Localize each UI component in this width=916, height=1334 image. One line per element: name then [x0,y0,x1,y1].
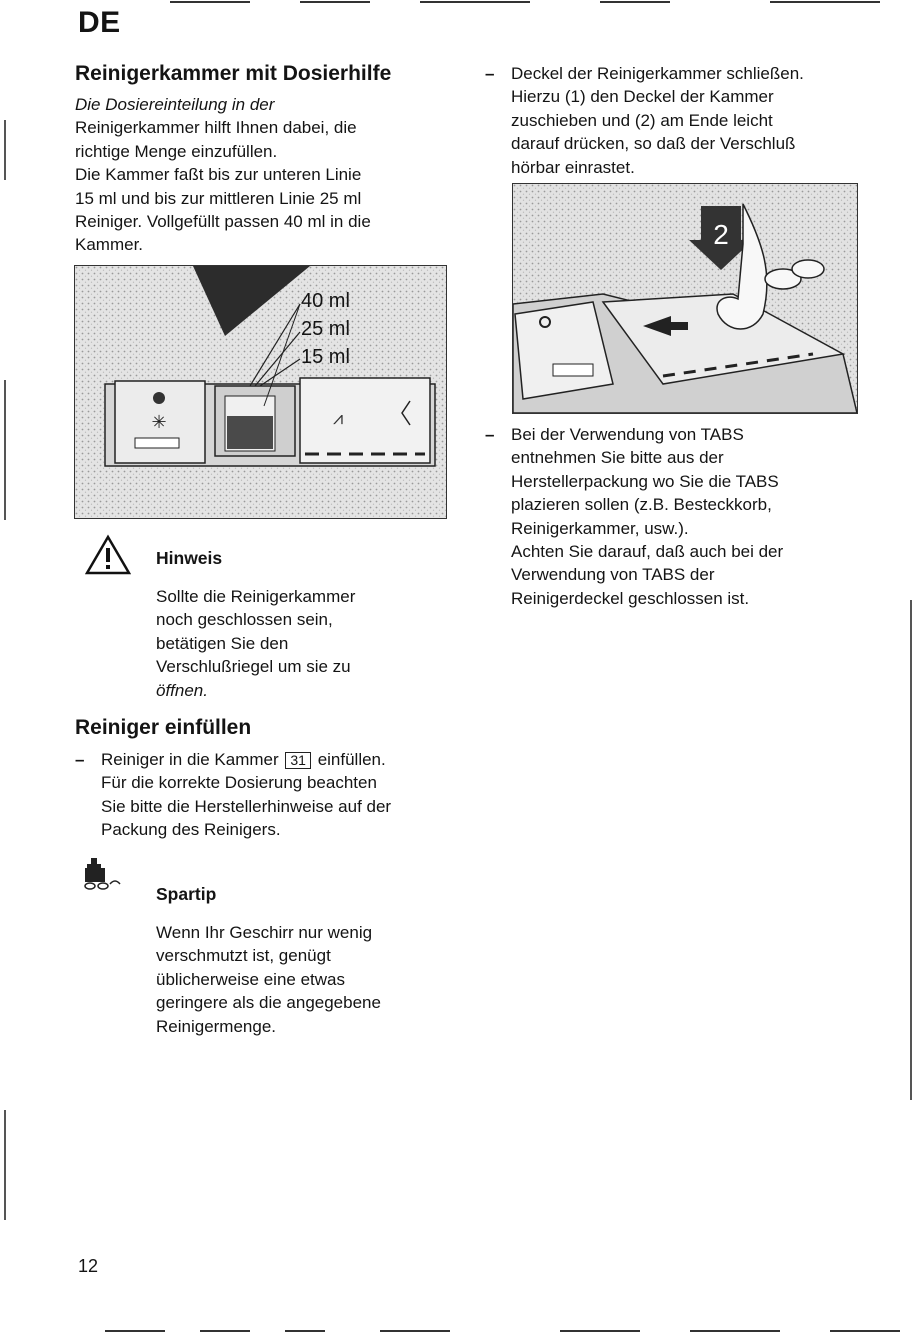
intro-line: Die Kammer faßt bis zur unteren Linie [75,165,362,185]
section-heading-dosierhilfe: Reinigerkammer mit Dosierhilfe [75,62,392,85]
dash-bullet: – [485,425,495,444]
tabs-line: Herstellerpackung wo Sie die TABS [511,471,779,491]
dash-bullet: – [485,64,495,83]
tip-title: Spartip [156,884,217,904]
tabs-line: Achten Sie darauf, daß auch bei der [511,542,784,562]
bottom-rule-1 [105,1330,165,1332]
fill-instructions [75,748,450,842]
intro-line: Reinigerkammer hilft Ihnen dabei, die [75,118,357,138]
close-lid-line: hörbar einrastet. [511,157,635,177]
intro-paragraph [75,93,371,257]
fill-line: Packung des Reinigers. [101,820,281,840]
tabs-line: Reinigerkammer, usw.). [511,518,689,538]
label-15ml: 15 ml [301,346,350,368]
warning-icon [85,534,131,581]
top-rule-5 [770,1,880,3]
tip-line: Reinigermenge. [156,1016,277,1036]
closing-lid-illustration [512,183,858,414]
note-title: Hinweis [156,548,223,568]
step-2-label: 2 [713,219,729,250]
close-lid-line: Deckel der Reinigerkammer schließen. [511,64,804,83]
note-line: betätigen Sie den [156,633,289,653]
intro-line: Kammer. [75,235,144,255]
close-lid-line: Hierzu (1) den Deckel der Kammer [511,87,774,107]
eco-tip-icon [78,856,126,899]
intro-italic-line: Die Dosiereinteilung in der [75,95,275,114]
tip-line: üblicherweise eine etwas [156,969,345,989]
close-lid-instruction [485,62,885,179]
tabs-instruction [485,423,885,610]
top-rule-4 [600,1,670,3]
fill-line: Sie bitte die Herstellerhinweise auf der [101,796,392,816]
tabs-line: Verwendung von TABS der [511,565,715,585]
right-edge-mark [910,600,912,1100]
fill-line-end: einfüllen. [317,750,386,769]
fill-line: Für die korrekte Dosierung beachten [101,773,377,793]
note-line: Verschlußriegel um sie zu [156,657,351,677]
intro-line: richtige Menge einzufüllen. [75,141,278,161]
tabs-line: plazieren sollen (z.B. Besteckkorb, [511,495,772,515]
tip-line: verschmutzt ist, genügt [156,946,331,966]
bottom-rule-7 [830,1330,900,1332]
page-number: 12 [78,1256,99,1276]
chamber-reference-box: 31 [285,752,311,769]
note-line: noch geschlossen sein, [156,610,333,630]
note-body [156,585,355,702]
top-rule-1 [170,1,250,3]
label-40ml: 40 ml [301,290,350,312]
tabs-line: Bei der Verwendung von TABS [511,425,744,444]
label-25ml: 25 ml [301,318,350,340]
note-line: Sollte die Reinigerkammer [156,587,356,606]
closing-lid-drawing [513,184,857,413]
dosing-chamber-drawing [75,266,446,518]
dosing-chamber-illustration [74,265,447,519]
tip-line: geringere als die angegebene [156,993,381,1013]
bottom-rule-6 [690,1330,780,1332]
language-tag: DE [78,6,121,39]
section-heading-einfuellen: Reiniger einfüllen [75,716,252,739]
note-line-italic: öffnen. [156,680,208,700]
top-rule-2 [300,1,370,3]
fill-line-start: Reiniger in die Kammer [101,750,279,769]
close-lid-line: darauf drücken, so daß der Verschluß [511,134,796,154]
svg-text:✳: ✳ [151,412,167,433]
dash-bullet: – [75,750,85,769]
bottom-rule-5 [560,1330,640,1332]
svg-text:⩘: ⩘ [333,408,344,429]
left-edge-mark-1 [4,120,6,180]
bottom-rule-3 [285,1330,325,1332]
intro-line: Reiniger. Vollgefüllt passen 40 ml in die [75,212,371,232]
bottom-rule-2 [200,1330,250,1332]
intro-line: 15 ml und bis zur mittleren Linie 25 ml [75,188,362,208]
close-lid-line: zuschieben und (2) am Ende leicht [511,110,773,130]
left-edge-mark-3 [4,1110,6,1220]
tip-body [156,921,381,1038]
left-edge-mark-2 [4,380,6,520]
top-rule-3 [420,1,530,3]
tip-line: Wenn Ihr Geschirr nur wenig [156,923,373,942]
bottom-rule-4 [380,1330,450,1332]
tabs-line: entnehmen Sie bitte aus der [511,448,724,468]
tabs-line: Reinigerdeckel geschlossen ist. [511,588,750,608]
